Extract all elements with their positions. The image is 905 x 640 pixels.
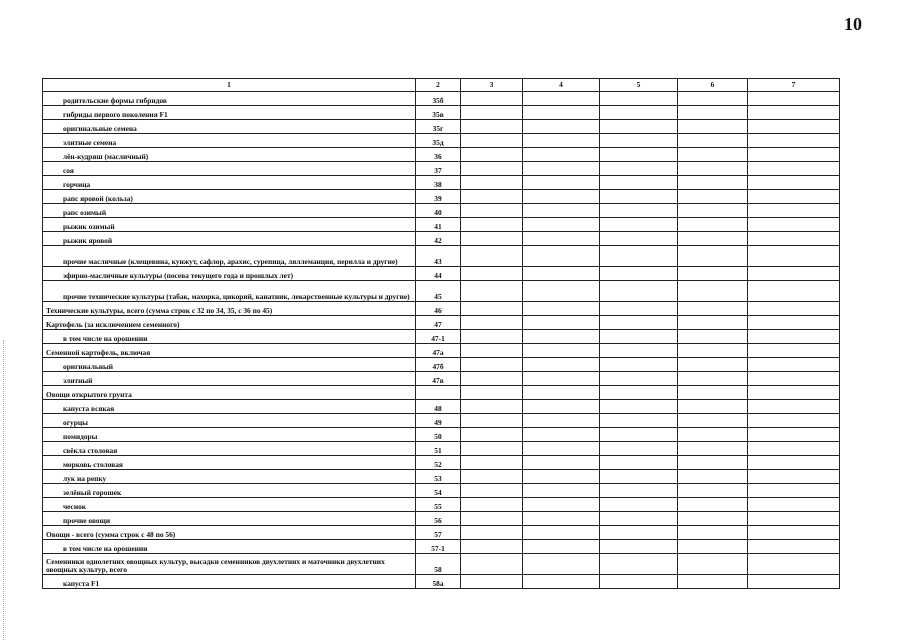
value-cell-col-4[interactable]	[523, 428, 600, 442]
row-label: Картофель (за исключением семенного)	[43, 316, 416, 330]
table-row	[43, 358, 840, 372]
row-label: в том числе на орошении	[43, 330, 416, 344]
row-label: горчица	[43, 176, 416, 190]
value-cell-col-3[interactable]	[461, 190, 523, 204]
value-cell-col-3[interactable]	[461, 316, 523, 330]
table-row	[43, 498, 840, 512]
table-row	[43, 575, 840, 589]
value-cell-col-6[interactable]	[678, 358, 748, 372]
value-cell-col-5[interactable]	[600, 148, 678, 162]
column-header: 7	[748, 79, 840, 92]
value-cell-col-3[interactable]	[461, 554, 523, 575]
value-cell-col-4[interactable]	[523, 344, 600, 358]
row-label: рапс яровой (кольза)	[43, 190, 416, 204]
table-row	[43, 106, 840, 120]
value-cell-col-3[interactable]	[461, 232, 523, 246]
row-code: 47	[416, 316, 461, 330]
value-cell-col-4[interactable]	[523, 386, 600, 400]
value-cell-col-5[interactable]	[600, 134, 678, 148]
value-cell-col-3[interactable]	[461, 120, 523, 134]
table-row	[43, 148, 840, 162]
value-cell-col-7[interactable]	[748, 526, 840, 540]
value-cell-col-5[interactable]	[600, 120, 678, 134]
row-code: 45	[416, 281, 461, 302]
value-cell-col-7[interactable]	[748, 575, 840, 589]
value-cell-col-3[interactable]	[461, 400, 523, 414]
column-header: 2	[416, 79, 461, 92]
column-number-row	[43, 79, 840, 92]
value-cell-col-3[interactable]	[461, 330, 523, 344]
value-cell-col-6[interactable]	[678, 232, 748, 246]
value-cell-col-6[interactable]	[678, 148, 748, 162]
value-cell-col-7[interactable]	[748, 344, 840, 358]
value-cell-col-3[interactable]	[461, 302, 523, 316]
value-cell-col-6[interactable]	[678, 330, 748, 344]
row-code: 35д	[416, 134, 461, 148]
value-cell-col-7[interactable]	[748, 442, 840, 456]
value-cell-col-6[interactable]	[678, 204, 748, 218]
row-label: Овощи - всего (сумма строк с 48 по 56)	[43, 526, 416, 540]
value-cell-col-7[interactable]	[748, 512, 840, 526]
value-cell-col-7[interactable]	[748, 484, 840, 498]
value-cell-col-4[interactable]	[523, 512, 600, 526]
value-cell-col-5[interactable]	[600, 162, 678, 176]
value-cell-col-4[interactable]	[523, 540, 600, 554]
value-cell-col-4[interactable]	[523, 134, 600, 148]
value-cell-col-7[interactable]	[748, 372, 840, 386]
column-header: 4	[523, 79, 600, 92]
value-cell-col-7[interactable]	[748, 456, 840, 470]
value-cell-col-5[interactable]	[600, 400, 678, 414]
value-cell-col-4[interactable]	[523, 190, 600, 204]
value-cell-col-7[interactable]	[748, 232, 840, 246]
row-code: 35б	[416, 92, 461, 106]
table-row	[43, 414, 840, 428]
row-label: рыжик озимый	[43, 218, 416, 232]
value-cell-col-3[interactable]	[461, 358, 523, 372]
value-cell-col-6[interactable]	[678, 218, 748, 232]
value-cell-col-3[interactable]	[461, 512, 523, 526]
table-row	[43, 554, 840, 575]
table-row	[43, 470, 840, 484]
value-cell-col-5[interactable]	[600, 526, 678, 540]
value-cell-col-5[interactable]	[600, 554, 678, 575]
value-cell-col-4[interactable]	[523, 246, 600, 267]
row-code: 36	[416, 148, 461, 162]
row-code: 58а	[416, 575, 461, 589]
page-number: 10	[844, 14, 862, 34]
scan-edge-marks	[3, 340, 5, 640]
value-cell-col-5[interactable]	[600, 428, 678, 442]
value-cell-col-3[interactable]	[461, 148, 523, 162]
value-cell-col-6[interactable]	[678, 400, 748, 414]
value-cell-col-5[interactable]	[600, 190, 678, 204]
value-cell-col-7[interactable]	[748, 498, 840, 512]
value-cell-col-6[interactable]	[678, 176, 748, 190]
row-label: рапс озимый	[43, 204, 416, 218]
value-cell-col-6[interactable]	[678, 428, 748, 442]
table-row	[43, 456, 840, 470]
table-row	[43, 344, 840, 358]
value-cell-col-4[interactable]	[523, 281, 600, 302]
column-header: 6	[678, 79, 748, 92]
row-code: 37	[416, 162, 461, 176]
value-cell-col-3[interactable]	[461, 176, 523, 190]
value-cell-col-3[interactable]	[461, 414, 523, 428]
value-cell-col-4[interactable]	[523, 484, 600, 498]
value-cell-col-6[interactable]	[678, 575, 748, 589]
table-row	[43, 428, 840, 442]
value-cell-col-3[interactable]	[461, 134, 523, 148]
value-cell-col-6[interactable]	[678, 386, 748, 400]
crop-area-table	[42, 78, 840, 589]
value-cell-col-7[interactable]	[748, 267, 840, 281]
value-cell-col-7[interactable]	[748, 428, 840, 442]
row-code: 44	[416, 267, 461, 281]
row-code: 49	[416, 414, 461, 428]
value-cell-col-6[interactable]	[678, 190, 748, 204]
value-cell-col-6[interactable]	[678, 414, 748, 428]
value-cell-col-7[interactable]	[748, 106, 840, 120]
value-cell-col-3[interactable]	[461, 428, 523, 442]
row-code: 50	[416, 428, 461, 442]
value-cell-col-3[interactable]	[461, 218, 523, 232]
value-cell-col-3[interactable]	[461, 106, 523, 120]
row-code: 52	[416, 456, 461, 470]
value-cell-col-5[interactable]	[600, 106, 678, 120]
value-cell-col-7[interactable]	[748, 400, 840, 414]
column-header: 5	[600, 79, 678, 92]
table-row	[43, 484, 840, 498]
value-cell-col-5[interactable]	[600, 575, 678, 589]
row-label: в том числе на орошении	[43, 540, 416, 554]
row-code: 35в	[416, 106, 461, 120]
table-row	[43, 316, 840, 330]
value-cell-col-7[interactable]	[748, 302, 840, 316]
value-cell-col-6[interactable]	[678, 442, 748, 456]
value-cell-col-6[interactable]	[678, 344, 748, 358]
value-cell-col-5[interactable]	[600, 372, 678, 386]
row-label: огурцы	[43, 414, 416, 428]
value-cell-col-4[interactable]	[523, 148, 600, 162]
row-code: 55	[416, 498, 461, 512]
row-label: оригинальные семена	[43, 120, 416, 134]
value-cell-col-7[interactable]	[748, 246, 840, 267]
value-cell-col-5[interactable]	[600, 267, 678, 281]
value-cell-col-6[interactable]	[678, 246, 748, 267]
value-cell-col-6[interactable]	[678, 540, 748, 554]
value-cell-col-4[interactable]	[523, 526, 600, 540]
row-code: 47а	[416, 344, 461, 358]
row-code: 47-1	[416, 330, 461, 344]
table-row	[43, 176, 840, 190]
row-code: 35г	[416, 120, 461, 134]
row-label: Семенники однолетних овощных культур, высадки семенников двухлетних и маточники двухлетних овощных культур, всего	[43, 554, 416, 575]
value-cell-col-4[interactable]	[523, 218, 600, 232]
value-cell-col-5[interactable]	[600, 92, 678, 106]
value-cell-col-4[interactable]	[523, 106, 600, 120]
row-label: помидоры	[43, 428, 416, 442]
row-code: 48	[416, 400, 461, 414]
row-label: гибриды первого поколения F1	[43, 106, 416, 120]
value-cell-col-4[interactable]	[523, 176, 600, 190]
row-code: 58	[416, 554, 461, 575]
row-label: морковь столовая	[43, 456, 416, 470]
row-label: чеснок	[43, 498, 416, 512]
value-cell-col-4[interactable]	[523, 316, 600, 330]
column-header: 3	[461, 79, 523, 92]
table-row	[43, 386, 840, 400]
row-code: 51	[416, 442, 461, 456]
value-cell-col-3[interactable]	[461, 575, 523, 589]
value-cell-col-6[interactable]	[678, 92, 748, 106]
row-label: лук на репку	[43, 470, 416, 484]
value-cell-col-3[interactable]	[461, 526, 523, 540]
value-cell-col-3[interactable]	[461, 204, 523, 218]
table-row	[43, 92, 840, 106]
value-cell-col-3[interactable]	[461, 456, 523, 470]
row-label: рыжик яровой	[43, 232, 416, 246]
value-cell-col-4[interactable]	[523, 267, 600, 281]
value-cell-col-6[interactable]	[678, 498, 748, 512]
value-cell-col-6[interactable]	[678, 470, 748, 484]
table-row	[43, 512, 840, 526]
row-label: лён-кудряш (масличный)	[43, 148, 416, 162]
row-label: зелёный горошек	[43, 484, 416, 498]
value-cell-col-4[interactable]	[523, 330, 600, 344]
row-code: 57-1	[416, 540, 461, 554]
value-cell-col-4[interactable]	[523, 204, 600, 218]
value-cell-col-6[interactable]	[678, 372, 748, 386]
value-cell-col-4[interactable]	[523, 92, 600, 106]
row-label: оригинальный	[43, 358, 416, 372]
value-cell-col-5[interactable]	[600, 456, 678, 470]
value-cell-col-7[interactable]	[748, 148, 840, 162]
row-label: прочие масличные (клещевина, кунжут, сафлор, арахис, сурепица, ляллеманция, перилла и другие)	[43, 246, 416, 267]
table-row	[43, 281, 840, 302]
value-cell-col-7[interactable]	[748, 92, 840, 106]
value-cell-col-7[interactable]	[748, 120, 840, 134]
row-label: прочие технические культуры (табак, махорка, цикорий, канатник, лекарственные культуры и другие)	[43, 281, 416, 302]
value-cell-col-5[interactable]	[600, 330, 678, 344]
value-cell-col-3[interactable]	[461, 281, 523, 302]
table-row	[43, 372, 840, 386]
value-cell-col-3[interactable]	[461, 267, 523, 281]
value-cell-col-7[interactable]	[748, 190, 840, 204]
row-code: 39	[416, 190, 461, 204]
row-label: прочие овощи	[43, 512, 416, 526]
value-cell-col-5[interactable]	[600, 414, 678, 428]
value-cell-col-5[interactable]	[600, 204, 678, 218]
column-header: 1	[43, 79, 416, 92]
row-code: 56	[416, 512, 461, 526]
row-code: 57	[416, 526, 461, 540]
table-row	[43, 267, 840, 281]
value-cell-col-3[interactable]	[461, 372, 523, 386]
value-cell-col-7[interactable]	[748, 470, 840, 484]
value-cell-col-4[interactable]	[523, 456, 600, 470]
value-cell-col-5[interactable]	[600, 498, 678, 512]
value-cell-col-4[interactable]	[523, 575, 600, 589]
row-code: 38	[416, 176, 461, 190]
value-cell-col-5[interactable]	[600, 484, 678, 498]
value-cell-col-7[interactable]	[748, 330, 840, 344]
row-code: 54	[416, 484, 461, 498]
value-cell-col-4[interactable]	[523, 232, 600, 246]
table-row	[43, 442, 840, 456]
value-cell-col-4[interactable]	[523, 414, 600, 428]
value-cell-col-6[interactable]	[678, 316, 748, 330]
row-label: капуста F1	[43, 575, 416, 589]
table-row	[43, 134, 840, 148]
value-cell-col-6[interactable]	[678, 162, 748, 176]
value-cell-col-3[interactable]	[461, 498, 523, 512]
value-cell-col-3[interactable]	[461, 246, 523, 267]
row-code: 47б	[416, 358, 461, 372]
value-cell-col-3[interactable]	[461, 92, 523, 106]
row-code: 41	[416, 218, 461, 232]
value-cell-col-7[interactable]	[748, 162, 840, 176]
value-cell-col-7[interactable]	[748, 204, 840, 218]
row-label: Технические культуры, всего (сумма строк с 32 по 34, 35, с 36 по 45)	[43, 302, 416, 316]
value-cell-col-6[interactable]	[678, 302, 748, 316]
table-row	[43, 218, 840, 232]
value-cell-col-5[interactable]	[600, 540, 678, 554]
value-cell-col-6[interactable]	[678, 281, 748, 302]
row-code: 43	[416, 246, 461, 267]
value-cell-col-4[interactable]	[523, 358, 600, 372]
value-cell-col-4[interactable]	[523, 442, 600, 456]
value-cell-col-5[interactable]	[600, 386, 678, 400]
value-cell-col-4[interactable]	[523, 162, 600, 176]
value-cell-col-5[interactable]	[600, 302, 678, 316]
value-cell-col-7[interactable]	[748, 316, 840, 330]
value-cell-col-7[interactable]	[748, 218, 840, 232]
row-code	[416, 386, 461, 400]
value-cell-col-6[interactable]	[678, 526, 748, 540]
table-row	[43, 120, 840, 134]
value-cell-col-5[interactable]	[600, 512, 678, 526]
row-label: Семенной картофель, включая	[43, 344, 416, 358]
value-cell-col-7[interactable]	[748, 176, 840, 190]
table-row	[43, 526, 840, 540]
table-row	[43, 162, 840, 176]
value-cell-col-4[interactable]	[523, 120, 600, 134]
row-label: капуста всякая	[43, 400, 416, 414]
value-cell-col-7[interactable]	[748, 386, 840, 400]
value-cell-col-4[interactable]	[523, 302, 600, 316]
row-label: Овощи открытого грунта	[43, 386, 416, 400]
value-cell-col-3[interactable]	[461, 386, 523, 400]
value-cell-col-7[interactable]	[748, 554, 840, 575]
row-label: элитный	[43, 372, 416, 386]
table-row	[43, 330, 840, 344]
value-cell-col-3[interactable]	[461, 344, 523, 358]
value-cell-col-6[interactable]	[678, 120, 748, 134]
row-label: родительские формы гибридов	[43, 92, 416, 106]
row-code: 46	[416, 302, 461, 316]
value-cell-col-3[interactable]	[461, 442, 523, 456]
value-cell-col-7[interactable]	[748, 134, 840, 148]
value-cell-col-3[interactable]	[461, 162, 523, 176]
value-cell-col-4[interactable]	[523, 400, 600, 414]
value-cell-col-7[interactable]	[748, 358, 840, 372]
value-cell-col-6[interactable]	[678, 554, 748, 575]
value-cell-col-6[interactable]	[678, 267, 748, 281]
value-cell-col-5[interactable]	[600, 281, 678, 302]
table-row	[43, 302, 840, 316]
value-cell-col-3[interactable]	[461, 540, 523, 554]
table-row	[43, 400, 840, 414]
value-cell-col-5[interactable]	[600, 358, 678, 372]
table-row	[43, 246, 840, 267]
table-row	[43, 190, 840, 204]
row-label: эфирно-масличные культуры (посева текущего года и прошлых лет)	[43, 267, 416, 281]
value-cell-col-4[interactable]	[523, 470, 600, 484]
row-code: 53	[416, 470, 461, 484]
value-cell-col-5[interactable]	[600, 442, 678, 456]
value-cell-col-4[interactable]	[523, 554, 600, 575]
row-label: соя	[43, 162, 416, 176]
value-cell-col-7[interactable]	[748, 540, 840, 554]
table-row	[43, 540, 840, 554]
value-cell-col-5[interactable]	[600, 232, 678, 246]
table-row	[43, 232, 840, 246]
value-cell-col-6[interactable]	[678, 134, 748, 148]
value-cell-col-5[interactable]	[600, 344, 678, 358]
value-cell-col-6[interactable]	[678, 456, 748, 470]
row-code: 42	[416, 232, 461, 246]
value-cell-col-6[interactable]	[678, 106, 748, 120]
table-row	[43, 204, 840, 218]
value-cell-col-5[interactable]	[600, 218, 678, 232]
value-cell-col-5[interactable]	[600, 316, 678, 330]
value-cell-col-4[interactable]	[523, 372, 600, 386]
value-cell-col-6[interactable]	[678, 484, 748, 498]
value-cell-col-7[interactable]	[748, 281, 840, 302]
row-code: 40	[416, 204, 461, 218]
value-cell-col-5[interactable]	[600, 246, 678, 267]
value-cell-col-5[interactable]	[600, 470, 678, 484]
value-cell-col-5[interactable]	[600, 176, 678, 190]
value-cell-col-3[interactable]	[461, 470, 523, 484]
row-code: 47в	[416, 372, 461, 386]
value-cell-col-3[interactable]	[461, 484, 523, 498]
value-cell-col-7[interactable]	[748, 414, 840, 428]
value-cell-col-6[interactable]	[678, 512, 748, 526]
table-body	[43, 92, 840, 589]
value-cell-col-4[interactable]	[523, 498, 600, 512]
row-label: элитные семена	[43, 134, 416, 148]
row-label: свёкла столовая	[43, 442, 416, 456]
